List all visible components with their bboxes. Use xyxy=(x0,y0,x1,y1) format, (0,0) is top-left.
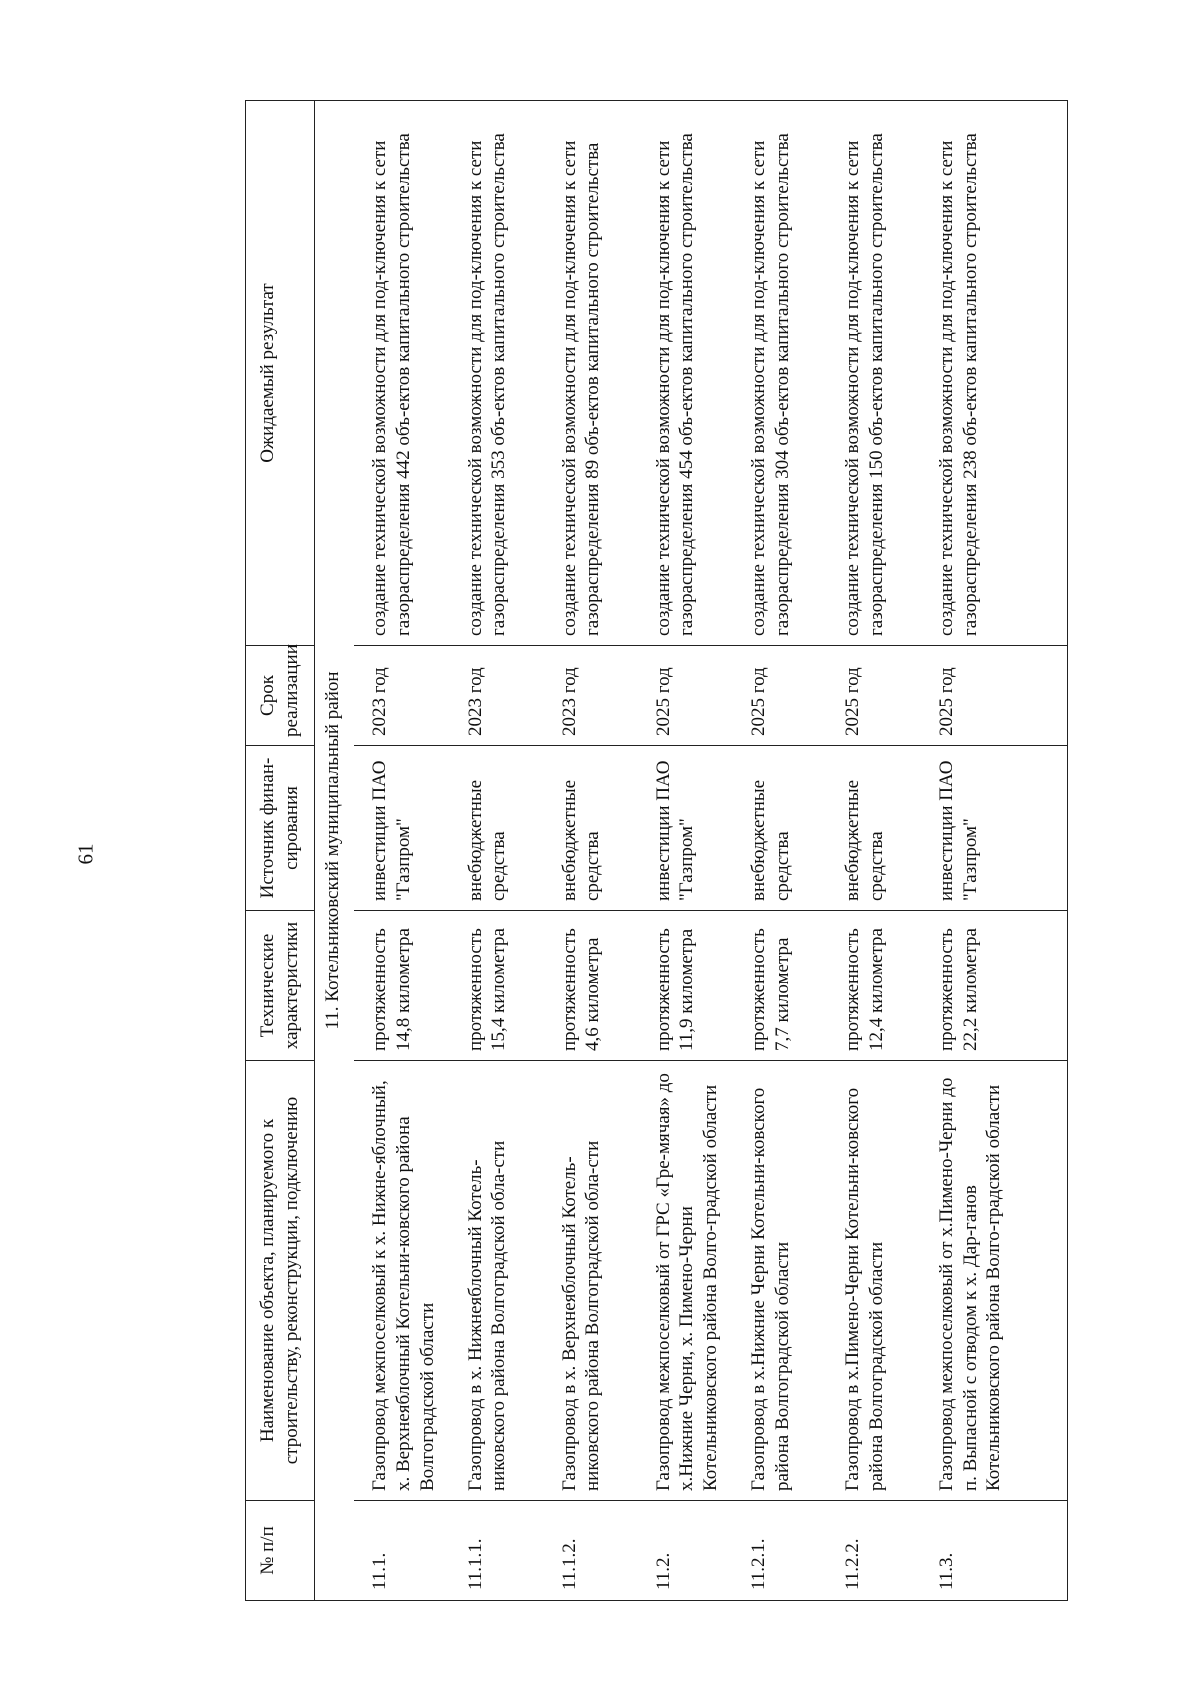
row-technical: протяженность 11,9 километра xyxy=(638,911,733,1061)
row-funding-source: инвестиции ПАО "Газпром" xyxy=(921,746,1068,911)
row-term: 2023 год xyxy=(450,646,544,746)
header-funding-source: Источник финан-сирования xyxy=(246,746,315,911)
row-object-name: Газопровод межпоселковый от ГРС «Гре-мячая» до х.Нижние Черни, х. Пимено-Черни Котельниковского района Волго-градской области xyxy=(638,1061,733,1501)
row-result: создание технической возможности для под-ключения к сети газораспределения 442 объ-ектов капитального строительства xyxy=(354,101,449,646)
row-number: 11.1.1. xyxy=(450,1501,544,1601)
row-result: создание технической возможности для под-ключения к сети газораспределения 353 объ-ектов капитального строительства xyxy=(450,101,544,646)
row-object-name: Газопровод в х. Нижнеяблочный Котель-никовского района Волгоградской обла-сти xyxy=(450,1061,544,1501)
row-number: 11.2. xyxy=(638,1501,733,1601)
row-term: 2023 год xyxy=(354,646,449,746)
row-result: создание технической возможности для под-ключения к сети газораспределения 89 объ-ектов капитального строительства xyxy=(544,101,638,646)
row-funding-source: внебюджетные средства xyxy=(450,746,544,911)
table-row xyxy=(733,101,827,1601)
row-funding-source: внебюджетные средства xyxy=(827,746,921,911)
row-technical: протяженность 12,4 километра xyxy=(827,911,921,1061)
row-technical: протяженность 7,7 километра xyxy=(733,911,827,1061)
table-header-row xyxy=(246,101,315,1601)
row-funding-source: внебюджетные средства xyxy=(733,746,827,911)
row-number: 11.2.1. xyxy=(733,1501,827,1601)
page-number: 61 xyxy=(73,843,98,865)
row-number: 11.2.2. xyxy=(827,1501,921,1601)
header-object-name: Наименование объекта, планируемого к строительству, реконструкции, подключению xyxy=(246,1061,315,1501)
row-technical: протяженность 4,6 километра xyxy=(544,911,638,1061)
row-result: создание технической возможности для под-ключения к сети газораспределения 238 объ-ектов капитального строительства xyxy=(921,101,1068,646)
row-technical: протяженность 15,4 километра xyxy=(450,911,544,1061)
row-object-name: Газопровод в х.Нижние Черни Котельни-ковского района Волгоградской области xyxy=(733,1061,827,1501)
row-object-name: Газопровод межпоселковый от х.Пимено-Черни до п. Выпасной с отводом к х. Дар-ганов Котельниковского района Волго-градской области xyxy=(921,1061,1068,1501)
row-technical: протяженность 22,2 километра xyxy=(921,911,1068,1061)
row-term: 2023 год xyxy=(544,646,638,746)
section-row xyxy=(314,101,354,1601)
row-term: 2025 год xyxy=(733,646,827,746)
gas-pipeline-table xyxy=(245,100,1068,1601)
table-row xyxy=(638,101,733,1601)
row-result: создание технической возможности для под-ключения к сети газораспределения 454 объ-ектов капитального строительства xyxy=(638,101,733,646)
row-funding-source: внебюджетные средства xyxy=(544,746,638,911)
table-container xyxy=(245,101,1095,1601)
row-object-name: Газопровод в х. Верхнеяблочный Котель-никовского района Волгоградской обла-сти xyxy=(544,1061,638,1501)
table-row xyxy=(544,101,638,1601)
header-term: Срок реализации xyxy=(246,646,315,746)
table-row xyxy=(827,101,921,1601)
row-result: создание технической возможности для под-ключения к сети газораспределения 304 объ-ектов капитального строительства xyxy=(733,101,827,646)
row-term: 2025 год xyxy=(921,646,1068,746)
row-term: 2025 год xyxy=(638,646,733,746)
row-funding-source: инвестиции ПАО "Газпром" xyxy=(354,746,449,911)
row-funding-source: инвестиции ПАО "Газпром" xyxy=(638,746,733,911)
row-number: 11.3. xyxy=(921,1501,1068,1601)
table-row xyxy=(921,101,1068,1601)
header-result: Ожидаемый результат xyxy=(246,101,315,646)
header-number: № п/п xyxy=(246,1501,315,1601)
table-row xyxy=(354,101,449,1601)
row-number: 11.1.2. xyxy=(544,1501,638,1601)
header-technical: Технические характеристики xyxy=(246,911,315,1061)
row-object-name: Газопровод в х.Пимено-Черни Котельни-ковского района Волгоградской области xyxy=(827,1061,921,1501)
row-technical: протяженность 14,8 километра xyxy=(354,911,449,1061)
row-result: создание технической возможности для под-ключения к сети газораспределения 150 объ-ектов капитального строительства xyxy=(827,101,921,646)
row-number: 11.1. xyxy=(354,1501,449,1601)
table-row xyxy=(450,101,544,1601)
row-object-name: Газопровод межпоселковый к х. Нижне-яблочный, х. Верхнеяблочный Котельни-ковского района Волгоградской области xyxy=(354,1061,449,1501)
section-title: 11. Котельниковский муниципальный район xyxy=(314,101,354,1601)
row-term: 2025 год xyxy=(827,646,921,746)
